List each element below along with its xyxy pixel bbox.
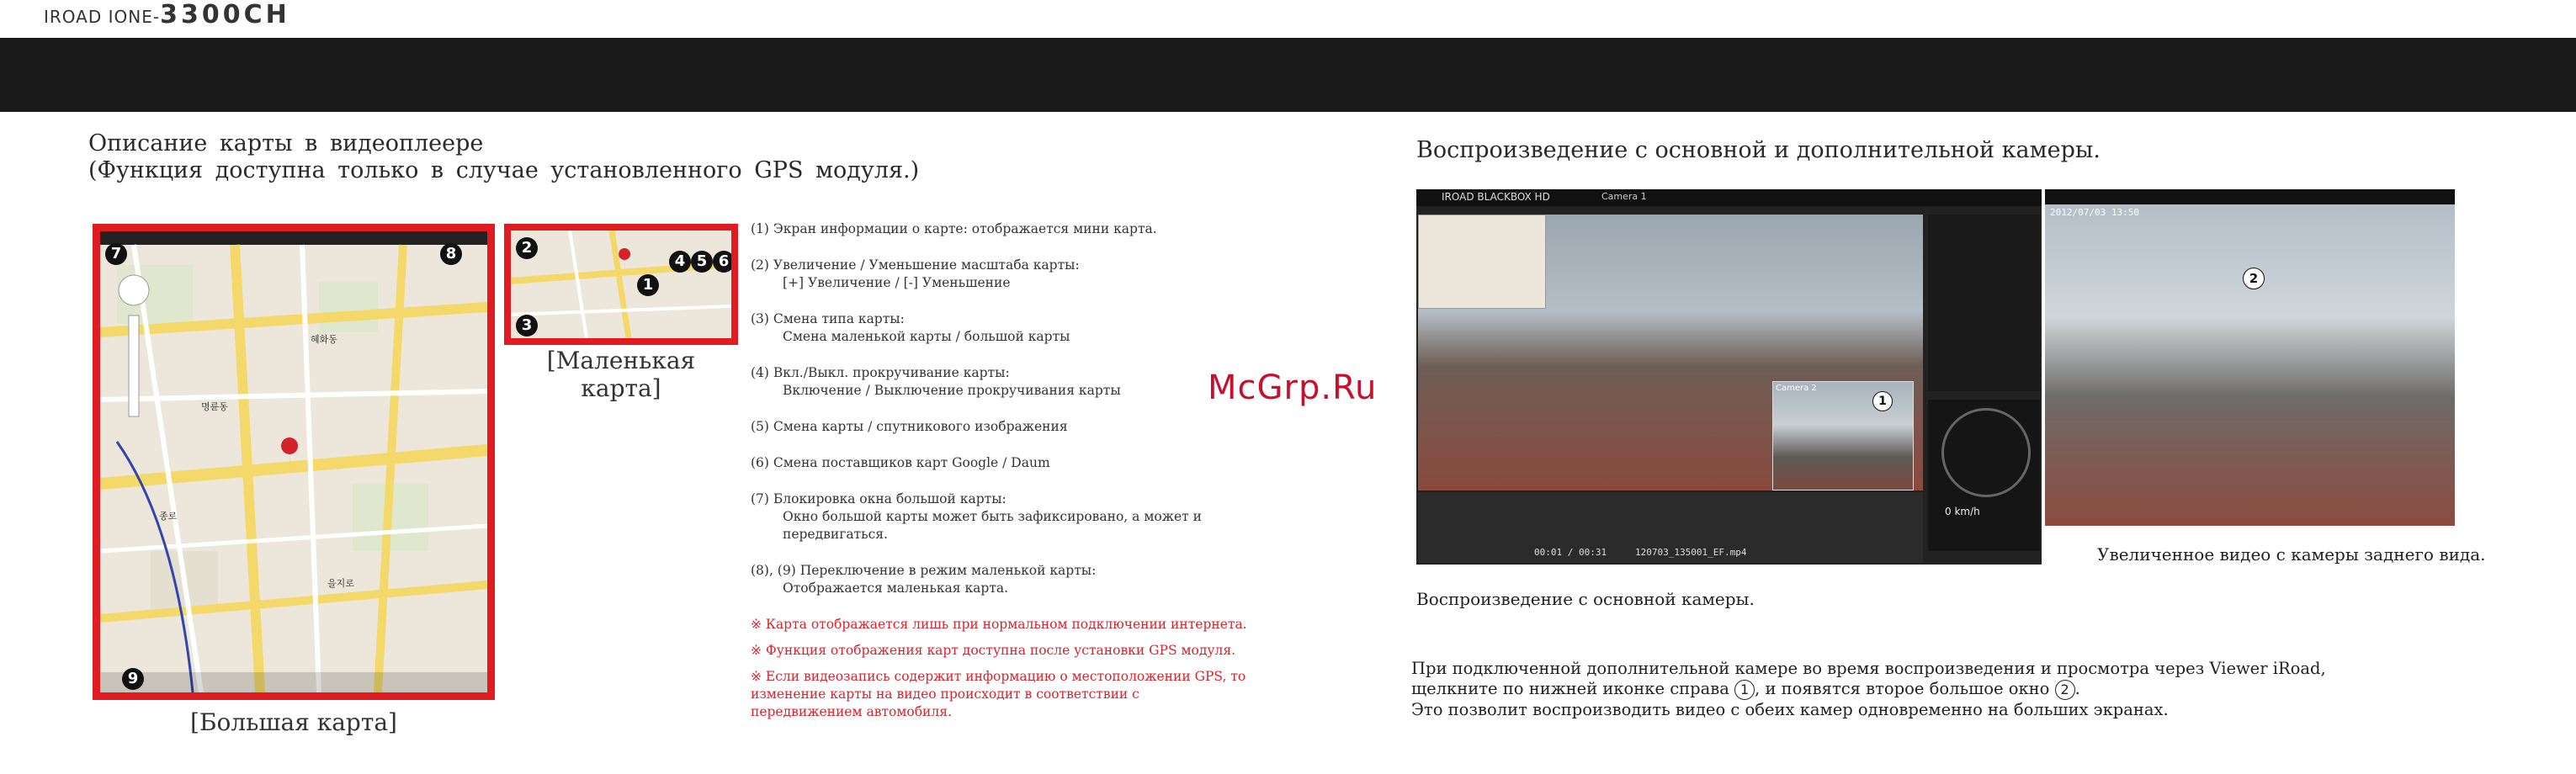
badge-8: 8 bbox=[440, 243, 462, 265]
para-line1: При подключенной дополнительной камере во время воспроизведения и просмотра через Viewer iRoad, bbox=[1411, 659, 2326, 678]
circled-2: 2 bbox=[2055, 680, 2075, 700]
video-mini-map bbox=[1418, 215, 1546, 309]
desc-item: (5) Смена карты / спутникового изображения bbox=[751, 419, 1068, 434]
header-bar bbox=[0, 38, 2576, 112]
dual-camera-title: Воспроизведение с основной и дополнительной камеры. bbox=[1416, 137, 2101, 163]
small-map-drawing bbox=[511, 231, 731, 338]
big-map-caption: [Большая карта] bbox=[190, 708, 397, 736]
badge-2: 2 bbox=[516, 237, 538, 259]
desc-item: (7) Блокировка окна большой карты: Окно большой карты может быть зафиксировано, а может и передвигаться. bbox=[751, 491, 1202, 542]
desc-item: (6) Смена поставщиков карт Google / Daum bbox=[751, 455, 1050, 470]
player-file: 120703_135001_EF.mp4 bbox=[1635, 547, 1747, 558]
badge-1: 1 bbox=[637, 274, 659, 296]
big-map-image bbox=[93, 224, 495, 700]
dual-camera-paragraph bbox=[1411, 659, 2326, 720]
brand-model: 3300CH bbox=[160, 0, 290, 29]
rear-video bbox=[2045, 204, 2455, 526]
player-time: 00:01 / 00:31 bbox=[1534, 547, 1607, 558]
badge-1-player: 1 bbox=[1872, 391, 1893, 411]
map-title-line2: (Функция доступна только в случае установленного GPS модуля.) bbox=[88, 157, 920, 183]
map-label: 을지로 bbox=[327, 578, 354, 589]
watermark: McGrp.Ru bbox=[1208, 368, 1378, 407]
desc-item: (4) Вкл./Выкл. прокручивание карты: Включение / Выключение прокручивания карты bbox=[751, 365, 1121, 398]
badge-4: 4 bbox=[669, 251, 691, 273]
small-map-image bbox=[504, 224, 738, 345]
para-line3: Это позволит воспроизводить видео с обеих камер одновременно на больших экранах. bbox=[1411, 700, 2169, 719]
file-list-panel bbox=[1928, 215, 2040, 391]
brand-prefix: IROAD IONE- bbox=[44, 7, 161, 27]
speedometer-dial bbox=[1941, 408, 2031, 497]
badge-5: 5 bbox=[691, 251, 713, 273]
rear-camera-screenshot bbox=[2045, 189, 2455, 526]
main-caption: Воспроизведение с основной камеры. bbox=[1416, 589, 1755, 609]
desc-item: (3) Смена типа карты: Смена маленькой карты / большой карты bbox=[751, 311, 1070, 344]
brand-logo bbox=[44, 0, 290, 29]
badge-7: 7 bbox=[105, 243, 127, 265]
camera2-inset bbox=[1772, 381, 1914, 490]
rear-titlebar bbox=[2045, 189, 2455, 204]
player-screenshot bbox=[1416, 189, 2042, 565]
circled-1: 1 bbox=[1734, 680, 1755, 700]
big-map-drawing bbox=[100, 231, 487, 692]
camera2-label: Camera 2 bbox=[1776, 384, 1817, 393]
map-label: 명륜동 bbox=[201, 401, 228, 412]
desc-item: (2) Увеличение / Уменьшение масштаба карты: [+] Увеличение / [-] Уменьшение bbox=[751, 257, 1080, 290]
para-line2: щелкните по нижней иконке справа 1 , и появятся второе большое окно 2 . bbox=[1411, 679, 2080, 698]
map-label: 혜화동 bbox=[311, 334, 337, 345]
player-app-title: IROAD BLACKBOX HD bbox=[1442, 191, 1550, 203]
note: ※ Карта отображается лишь при нормальном подключении интернета. bbox=[751, 617, 1247, 632]
note: ※ Функция отображения карт доступна после установки GPS модуля. bbox=[751, 643, 1236, 658]
badge-2-player: 2 bbox=[2243, 268, 2265, 289]
map-section-title bbox=[88, 130, 919, 184]
desc-item: (1) Экран информации о карте: отображается мини карта. bbox=[751, 221, 1157, 236]
speed-readout: 0 km/h bbox=[1945, 506, 1980, 517]
desc-item: (8), (9) Переключение в режим маленькой карты: Отображается маленькая карта. bbox=[751, 563, 1097, 596]
small-map-caption: [Маленькая карта] bbox=[546, 347, 696, 402]
badge-9: 9 bbox=[122, 668, 144, 690]
speedometer-panel bbox=[1928, 400, 2040, 551]
badge-3: 3 bbox=[516, 315, 538, 337]
map-label: 종로 bbox=[159, 511, 178, 522]
map-title-line1: Описание карты в видеоплеере bbox=[88, 130, 484, 156]
note: ※ Если видеозапись содержит информацию о местоположении GPS, то изменение карты на видео происходит в соответствии с передвижением автомобиля. bbox=[751, 669, 1246, 719]
badge-6: 6 bbox=[713, 251, 735, 273]
player-tab: Camera 1 bbox=[1601, 191, 1647, 202]
rear-timestamp: 2012/07/03 13:50 bbox=[2050, 207, 2139, 218]
map-feature-list bbox=[751, 220, 1247, 740]
rear-caption: Увеличенное видео с камеры заднего вида. bbox=[2097, 544, 2486, 565]
